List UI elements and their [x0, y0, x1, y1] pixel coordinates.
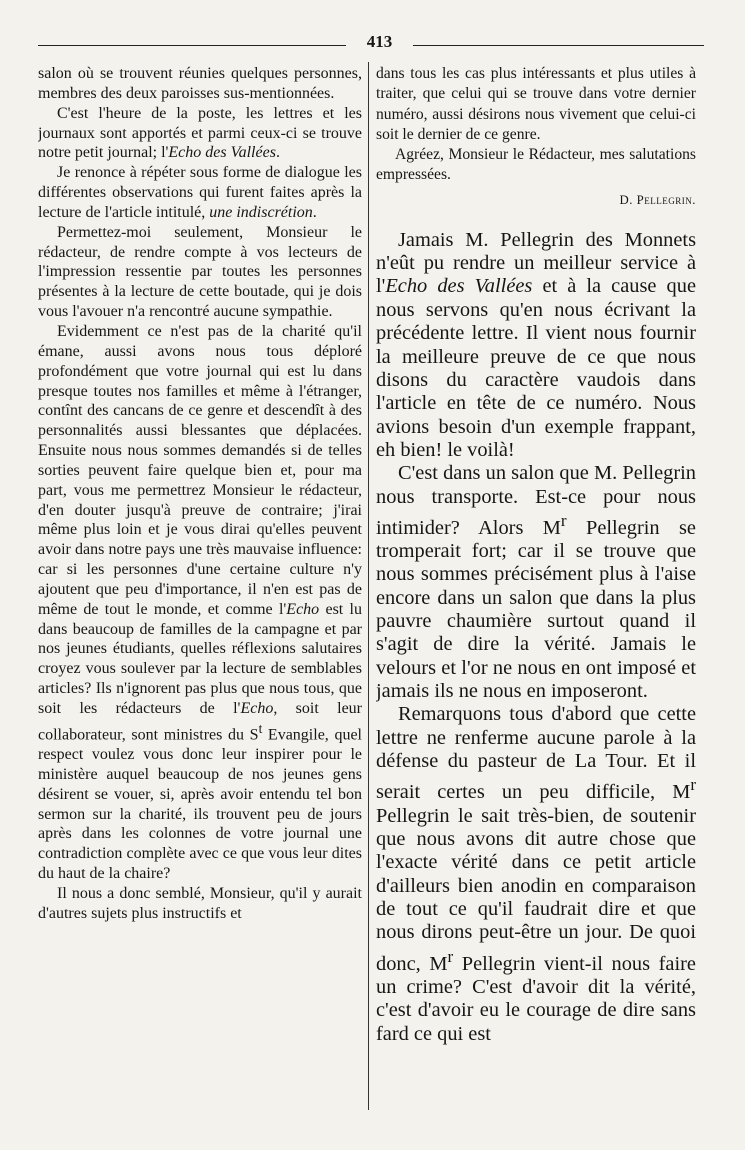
paragraph: C'est l'heure de la poste, les lettres et les journaux sont apportés et parmi ceux-ci se trouve notre petit journal; l'Echo des Vallées. [38, 104, 362, 162]
page-number: 413 [366, 32, 393, 51]
paragraph: Remarquons tous d'abord que cette lettre ne renferme aucune parole à la défense du pasteur de La Tour. Et il serait certes un peu difficile, $M^r$ Pellegrin le sait très-bien, de soutenir que nous avons dit autre chose que l'exacte vérité dans ce petit article d'ailleurs bien anodin en comparaison de tout ce qu'il faudrait dire et que nous dirons peut-être un jour. De quoi donc, $M^r$ Pellegrin vient-il nous faire un crime? C'est d'avoir dit la vérité, c'est d'avoir eu le courage de dire sans fard ce qui est [376, 703, 696, 1045]
right-column [376, 64, 696, 1110]
paragraph: Jamais M. Pellegrin des Monnets n'eût pu rendre un meilleur service à l'Echo des Vallées et à la cause que nous servons qu'en nous écrivant la précédente lettre. Il vient nous fournir la meilleure preuve de ce que nous disons du caractère vaudois dans l'article en tête de ce numéro. Nous avions besoin d'un exemple frappant, eh bien! le voilà! [376, 228, 696, 461]
journal-title: Echo des Vallées [385, 275, 533, 298]
signature: D. Pellegrin. [619, 192, 696, 207]
paragraph: salon où se trouvent réunies quelques personnes, membres des deux paroisses sus-mentionnées. [38, 65, 362, 102]
closing-salutation: Agréez, Monsieur le Rédacteur, mes salutations empressées. [376, 146, 696, 184]
journal-title: Echo [240, 700, 274, 717]
paragraph: Permettez-moi seulement, Monsieur le rédacteur, de rendre compte à vos lecteurs de l'impression ressentie par toutes les personnes présentes à la lecture de cette boutade, qui je dois vous l'avouer n'a rencontré aucune sympathie. [38, 223, 362, 321]
paragraph: C'est dans un salon que M. Pellegrin nous transporte. Est-ce pour nous intimider? Alors $M^r$ Pellegrin se tromperait fort; car il se trouve que nous sommes précisément plus à l'aise encore dans un salon que dans la plus pauvre chaumière surtout quand il s'agit de dire la vérité. Jamais le velours et l'or ne nous en ont imposé et jamais ils ne nous en imposeront. [376, 462, 696, 703]
header-rule-left [38, 45, 346, 46]
letter-end [376, 64, 696, 209]
page-header [38, 32, 704, 56]
header-rule-right [413, 45, 704, 46]
column-divider [368, 62, 369, 1110]
paragraph: dans tous les cas plus intéressants et plus utiles à traiter, que celui qui se trouve dans votre dernier numéro, aussi désirons nous vivement que celui-ci soit le dernier de ce genre. [376, 65, 696, 143]
paragraph: Il nous a donc semblé, Monsieur, qu'il y aurait d'autres sujets plus instructifs et [38, 884, 362, 922]
journal-title: Echo des Vallées [168, 144, 276, 162]
paragraph: Je renonce à répéter sous forme de dialogue les différentes observations qui furent faites après la lecture de l'article intitulé, une indiscrétion. [38, 164, 362, 221]
article-title: une indiscrétion [209, 203, 313, 221]
paragraph: Evidemment ce n'est pas de la charité qu'il émane, aussi avons nous tous déploré profondément que votre journal qui est lu dans presque toutes nos familles et même à l'étranger, contînt des cancans de ce genre et descendît à des personnalités aussi blessantes que déplacées. Ensuite nous nous sommes demandés si de telles sorties peuvent faire quelque bien et, pour ma part, vous me permettrez Monsieur le rédacteur, d'en douter jusqu'à preuve de contraire; j'irai même plus loin et je vous dirai qu'elles peuvent avoir dans notre pays une très mauvaise influence: car si les personnes d'une certaine culture n'y ajoutent que peu d'importance, il n'en est pas de même de tout le monde, et comme l'Echo est lu dans beaucoup de familles de la campagne et par nos jeunes étudiants, quelles réflexions salutaires croyez vous soulever par la lecture de semblables articles? Ils n'ignorent pas plus que nous tous, que soit les rédacteurs de l'Echo, soit leur collaborateur, sont ministres du $S^t$ Evangile, quel respect voulez vous donc leur inspirer pour le ministère auquel beaucoup de nos jeunes gens désirent se vouer, si, après avoir entendu tel bon sermon sur la charité, ils trouvent peu de jours après dans les colonnes de votre journal une contradiction complète avec ce que vous leur dites du haut de la chaire? [38, 322, 362, 883]
journal-title: Echo [286, 600, 320, 618]
left-column [38, 64, 362, 1110]
editorial-response [376, 229, 696, 1046]
